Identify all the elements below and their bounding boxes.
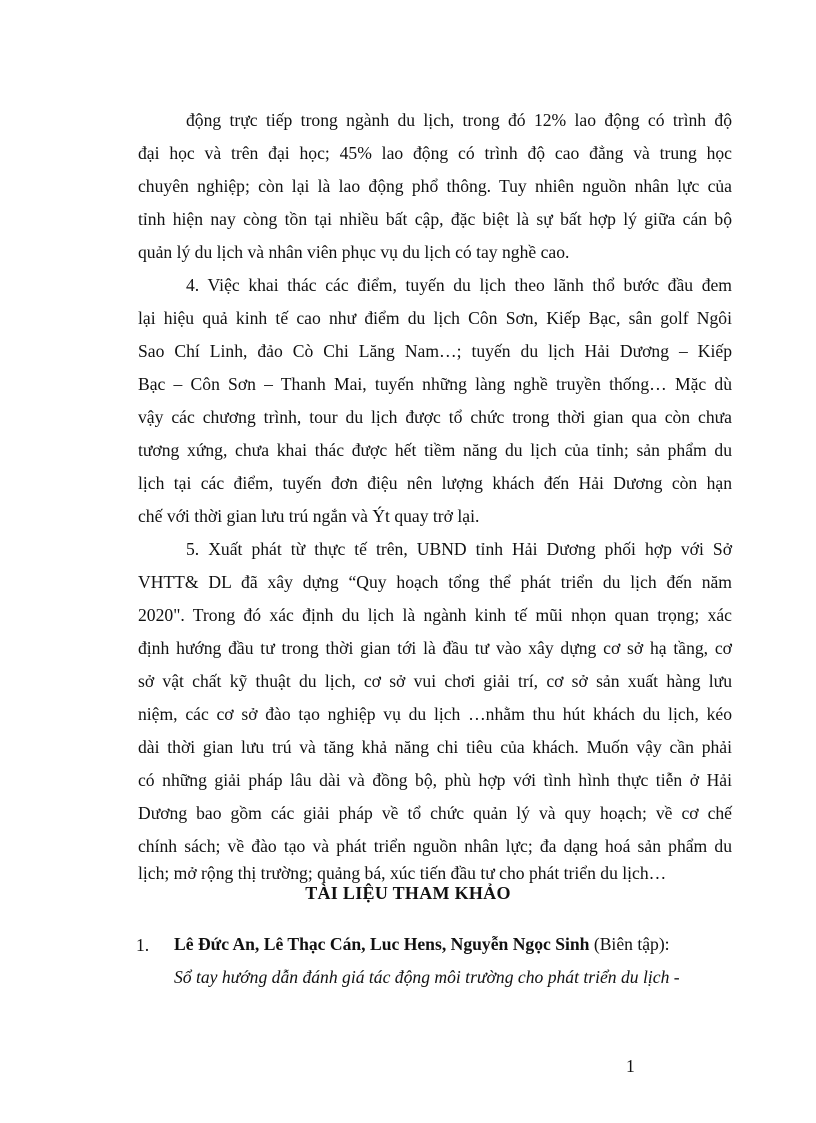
reference-citation [174,928,734,961]
reference-authors: Lê Đức An, Lê Thạc Cán, Luc Hens, Nguyễn Ngọc Sinh [174,934,590,954]
text-line: tỉnh hiện nay còng tồn tại nhiều bất cập, đặc biệt là sự bất hợp lý giữa cán bộ [138,209,732,229]
reference-editor-note: (Biên tập): [589,934,670,954]
reference-title: Sổ tay hướng dẫn đánh giá tác động môi trường cho phát triển du lịch - [174,967,680,987]
reference-number: 1. [136,935,150,955]
text-line: dài thời gian lưu trú và tăng khả năng chi tiêu của khách. Muốn vậy cần phải [138,737,732,757]
text-line: lịch; mở rộng thị trường; quảng bá, xúc tiến đầu tư cho phát triển du lịch… [138,863,667,883]
text-line: định hướng đầu tư trong thời gian tới là đầu tư vào xây dựng cơ sở hạ tầng, cơ [138,638,732,658]
text-line: 2020". Trong đó xác định du lịch là ngành kinh tế mũi nhọn quan trọng; xác [138,605,732,625]
text-line: Sao Chí Linh, đảo Cò Chi Lăng Nam…; tuyến du lịch Hải Dương – Kiếp [138,341,732,361]
references-heading: TÀI LIỆU THAM KHẢO [305,883,511,903]
text-line: chuyên nghiệp; còn lại là lao động phổ thông. Tuy nhiên nguồn nhân lực của [138,176,732,196]
text-line: lịch tại các điểm, tuyến đơn điệu nên lượng khách đến Hải Dương còn hạn [138,473,732,493]
text-line: vậy các chương trình, tour du lịch được tổ chức trong thời gian qua còn chưa [138,407,732,427]
text-line: có những giải pháp lâu dài và đồng bộ, phù hợp với tình hình thực tiễn ở Hải [138,770,732,790]
text-line: 4. Việc khai thác các điểm, tuyến du lịch theo lãnh thổ bước đầu đem [186,275,732,295]
text-line: chính sách; về đào tạo và phát triển nguồn nhân lực; đa dạng hoá sản phẩm du [138,836,732,856]
text-line: Bạc – Côn Sơn – Thanh Mai, tuyến những làng nghề truyền thống… Mặc dù [138,374,732,394]
text-line: đại học và trên đại học; 45% lao động có trình độ cao đẳng và trung học [138,143,732,163]
text-line: tương xứng, chưa khai thác được hết tiềm năng du lịch của tỉnh; sản phẩm du [138,440,732,460]
text-line: quản lý du lịch và nhân viên phục vụ du lịch có tay nghề cao. [138,242,570,262]
text-line: niệm, các cơ sở đào tạo nghiệp vụ du lịch …nhằm thu hút khách du lịch, kéo [138,704,732,724]
page-number: 1 [626,1056,635,1076]
text-line: Dương bao gồm các giải pháp về tổ chức quản lý và quy hoạch; về cơ chế [138,803,732,823]
text-line: 5. Xuất phát từ thực tế trên, UBND tỉnh Hải Dương phối hợp với Sở [186,539,732,559]
text-line: VHTT& DL đã xây dựng “Quy hoạch tổng thể phát triển du lịch đến năm [138,572,732,592]
text-line: sở vật chất kỹ thuật du lịch, cơ sở vui chơi giải trí, cơ sở sản xuất hàng lưu [138,671,732,691]
text-line: động trực tiếp trong ngành du lịch, trong đó 12% lao động có trình độ [186,110,732,130]
text-line: lại hiệu quả kinh tế cao như điểm du lịch Côn Sơn, Kiếp Bạc, sân golf Ngôi [138,308,732,328]
text-line: chế với thời gian lưu trú ngắn và Ýt quay trở lại. [138,506,480,526]
